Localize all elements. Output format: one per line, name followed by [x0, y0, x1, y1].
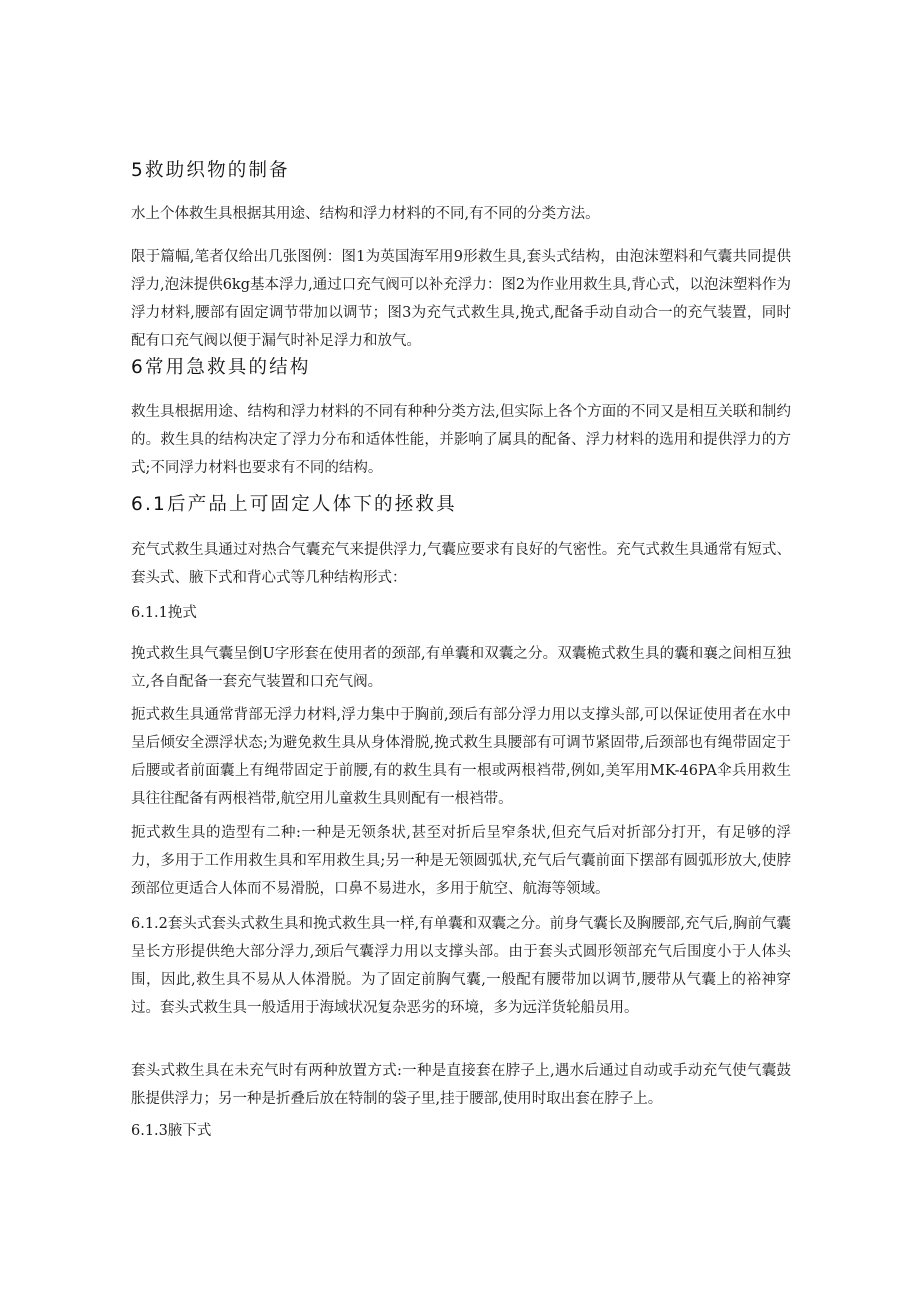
- subheading-6-1-3: 6.1.3腋下式: [131, 1123, 212, 1139]
- paragraph-6-1-2-a: 6.1.2套头式套头式救生具和挽式救生具一样,有单囊和双囊之分。前身气囊长及胸腰部,充气后,胸前气囊呈长方形提供绝大部分浮力,颈后气囊浮力用以支撑头部。由于套头式圆形领部充气后围度小于人体头围，因此,救生具不易从人体滑脱。为了固定前胸气囊,一般配有腰带加以调节,腰带从气囊上的裕神穿过。套头式救生具一般适用于海域状况复杂恶劣的环境，多为远洋货轮船员用。: [131, 916, 791, 1016]
- paragraph-6-1-1-a: 挽式救生具气囊呈倒U字形套在使用者的颈部,有单囊和双囊之分。双囊桅式救生具的囊和襄之间相互独立,各自配备一套充气装置和口充气阀。: [131, 646, 791, 690]
- paragraph-6-1-1-c: 扼式救生具的造型有二种:一种是无领条状,甚至对折后呈窄条状,但充气后对折部分打开，有足够的浮力，多用于工作用救生具和军用救生具;另一种是无领圆弧状,充气后气囊前面下摆部有圆弧形放大,使脖颈部位更适合人体而不易滑脱，口鼻不易进水，多用于航空、航海等领域。: [131, 825, 791, 897]
- paragraph-6-1-1-b: 扼式救生具通常背部无浮力材料,浮力集中于胸前,颈后有部分浮力用以支撑头部,可以保证使用者在水中呈后倾安全漂浮状态;为避免救生具从身体滑脱,挽式救生具腰部有可调节紧固带,后颈部也有绳带固定于后腰或者前面囊上有绳带固定于前腰,有的救生具有一根或两根裆带,例如,美军用MK-46PA伞兵用救生具往往配备有两根裆带,航空用儿童救生具则配有一根裆带。: [131, 707, 791, 807]
- subheading-6-1-1: 6.1.1挽式: [131, 605, 197, 621]
- paragraph-6-1: 救生具根据用途、结构和浮力材料的不同有种种分类方法,但实际上各个方面的不同又是相互关联和制约的。救生具的结构决定了浮力分布和适体性能，并影响了属具的配备、浮力材料的选用和提供浮力的方式;不同浮力材料也要求有不同的结构。: [131, 404, 791, 476]
- paragraph-5-1: 水上个体救生具根据其用途、结构和浮力材料的不同,有不同的分类方法。: [131, 206, 600, 222]
- heading-section-6-1: 6.1后产品上可固定人体下的拯救具: [131, 494, 457, 515]
- paragraph-6-1-2-b: 套头式救生具在未充气时有两种放置方式:一种是直接套在脖子上,遇水后通过自动或手动充气使气囊鼓胀提供浮力；另一种是折叠后放在特制的袋子里,挂于腰部,使用时取出套在脖子上。: [131, 1063, 791, 1107]
- heading-section-6: 6常用急救具的结构: [131, 357, 311, 378]
- heading-section-5: 5救助织物的制备: [131, 160, 290, 181]
- paragraph-6-1-1: 充气式救生具通过对热合气囊充气来提供浮力,气囊应要求有良好的气密性。充气式救生具通常有短式、套头式、腋下式和背心式等几种结构形式：: [131, 542, 791, 586]
- paragraph-5-2: 限于篇幅,笔者仅给出几张图例：图1为英国海军用9形救生具,套头式结构，由泡沫塑料和气囊共同提供浮力,泡沫提供6kg基本浮力,通过口充气阀可以补充浮力：图2为作业用救生具,背心式，以泡沫塑料作为浮力材料,腰部有固定调节带加以调节；图3为充气式救生具,挽式,配备手动自动合一的充气装置，同时配有口充气阀以便于漏气时补足浮力和放气。: [131, 249, 791, 349]
